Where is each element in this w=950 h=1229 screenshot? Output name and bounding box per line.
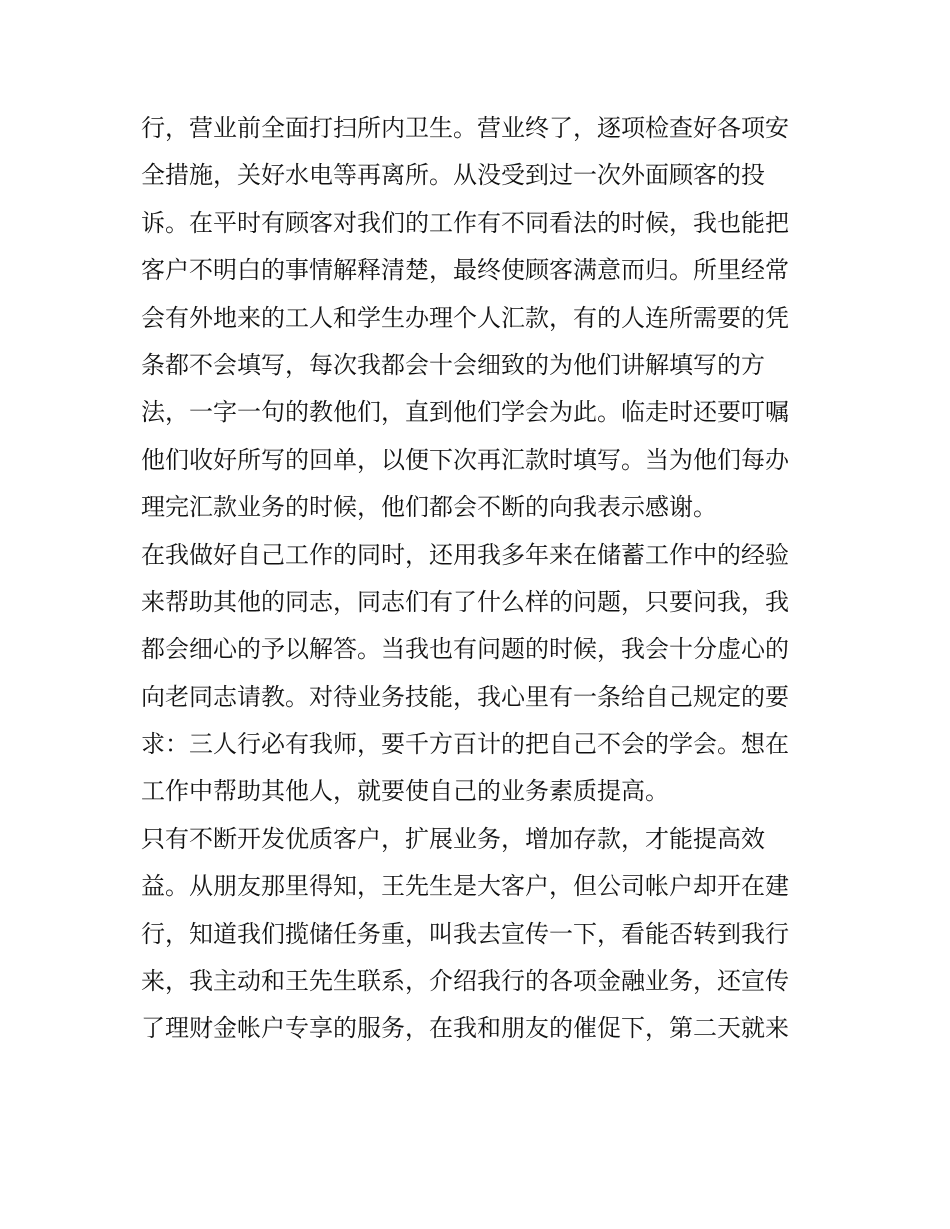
body-text	[141, 105, 816, 1053]
text-line: 行，营业前全面打扫所内卫生。营业终了，逐项检查好各项安	[141, 114, 789, 142]
text-line: 在我做好自己工作的同时，还用我多年来在储蓄工作中的经验	[141, 540, 789, 569]
text-line: 只有不断开发优质客户，扩展业务，增加存款，才能提高效	[141, 824, 765, 853]
text-line: 求：三人行必有我师，要千方百计的把自己不会的学会。想在	[141, 730, 789, 759]
text-line: 了理财金帐户专享的服务，在我和朋友的催促下，第二天就来	[141, 1014, 789, 1043]
text-line: 向老同志请教。对待业务技能，我心里有一条给自己规定的要	[141, 682, 789, 711]
text-line: 他们收好所写的回单，以便下次再汇款时填写。当为他们每办	[141, 445, 789, 474]
text-line: 客户不明白的事情解释清楚，最终使顾客满意而归。所里经常	[141, 256, 789, 285]
text-line: 来，我主动和王先生联系，介绍我行的各项金融业务，还宣传	[141, 967, 789, 996]
text-line: 会有外地来的工人和学生办理个人汇款，有的人连所需要的凭	[141, 303, 789, 332]
text-line: 行，知道我们揽储任务重，叫我去宣传一下，看能否转到我行	[141, 919, 789, 948]
text-line: 法，一字一句的教他们，直到他们学会为此。临走时还要叮嘱	[141, 398, 789, 427]
text-line: 诉。在平时有顾客对我们的工作有不同看法的时候，我也能把	[141, 208, 789, 237]
text-line: 都会细心的予以解答。当我也有问题的时候，我会十分虚心的	[141, 635, 789, 664]
text-line: 工作中帮助其他人，就要使自己的业务素质提高。	[141, 777, 669, 806]
text-line: 理完汇款业务的时候，他们都会不断的向我表示感谢。	[141, 493, 717, 522]
text-line: 条都不会填写，每次我都会十会细致的为他们讲解填写的方	[141, 350, 765, 379]
text-line: 来帮助其他的同志，同志们有了什么样的问题，只要问我，我	[141, 587, 789, 616]
text-line: 全措施，关好水电等再离所。从没受到过一次外面顾客的投	[141, 161, 765, 190]
text-line: 益。从朋友那里得知，王先生是大客户，但公司帐户却开在建	[141, 872, 789, 901]
